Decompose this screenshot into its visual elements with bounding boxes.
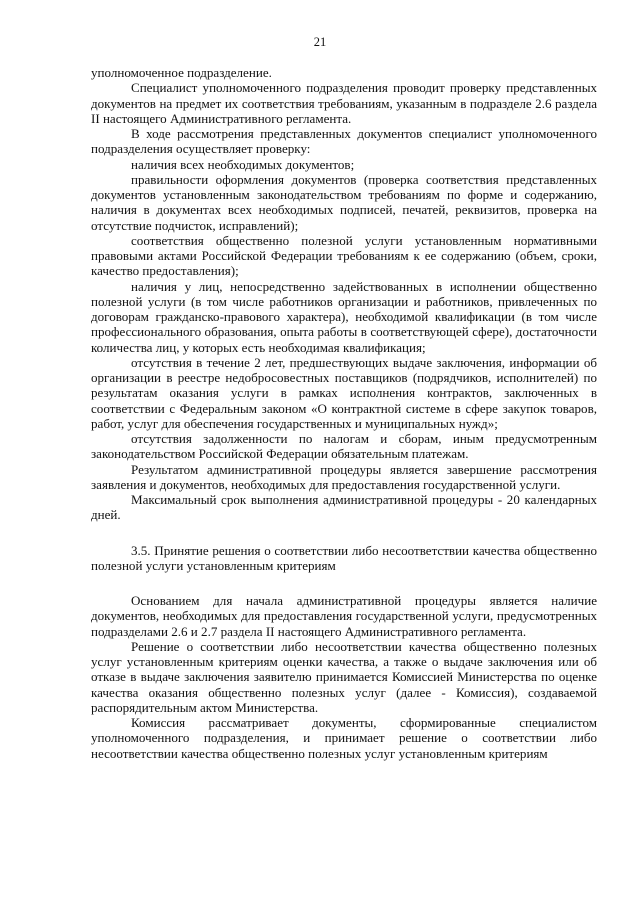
page-number: 21 [313,35,327,49]
paragraph: В ходе рассмотрения представленных документов специалист уполномоченного подразделения осуществляет проверку: [91,126,597,157]
section-heading: 3.5. Принятие решения о соответствии либо несоответствии качества общественно полезной услуги установленным критериям [91,542,597,573]
paragraph: отсутствия задолженности по налогам и сборам, иным предусмотренным законодательством Российской Федерации обязательным платежам. [91,431,597,462]
paragraph: Максимальный срок выполнения административной процедуры - 20 календарных дней. [91,492,597,523]
paragraph: Результатом административной процедуры является завершение рассмотрения заявления и документов, необходимых для предоставления государственной услуги. [91,461,597,492]
paragraph: наличия у лиц, непосредственно задействованных в исполнении общественно полезной услуги (в том числе работников организации и работников, привлеченных по договорам гражданско-правового характера), необходимой квалификации (в том числе профессионального образования, опыта работы в соответствующей сфере), достаточности количества лиц, у которых есть необходимая квалификация; [91,278,597,355]
paragraph: Комиссия рассматривает документы, сформированные специалистом уполномоченного подразделения, и принимает решение о соответствии либо несоответствии качества общественно полезных услуг установленным критериям [91,715,597,761]
paragraph: уполномоченное подразделение. [91,65,272,80]
paragraph: правильности оформления документов (проверка соответствия представленных документов установленным законодательством требованиям по форме и содержанию, наличия в документах всех необходимых подписей, печатей, реквизитов, проверка на отсутствие подчисток, исправлений); [91,171,597,233]
paragraph: Основанием для начала административной процедуры является наличие документов, необходимых для предоставления государственной услуги, предусмотренных подразделами 2.6 и 2.7 раздела II настоящего Административного регламента. [91,593,597,639]
paragraph: соответствия общественно полезной услуги установленным нормативными правовыми актами Российской Федерации требованиям к ее содержанию (объем, сроки, качество предоставления); [91,232,597,279]
paragraph: Решение о соответствии либо несоответствии качества общественно полезных услуг установленным критериям оценки качества, а также о выдаче заключения или об отказе в выдаче заключения заявителю принимается Комиссией Министерства по оценке качества оказания общественно полезных услуг (далее - Комиссия), создаваемой распорядительным актом Министерства. [91,638,597,715]
document-body [91,65,597,761]
paragraph: наличия всех необходимых документов; [131,156,355,172]
paragraph: отсутствия в течение 2 лет, предшествующих выдаче заключения, информации об организации в реестре недобросовестных поставщиков (подрядчиков, исполнителей) по результатам оказания услуги в рамках исполнения контрактов, заключенных в соответствии с Федеральным законом «О контрактной системе в сфере закупок товаров, работ, услуг для обеспечения государственных и муниципальных нужд»; [91,354,597,431]
paragraph: Специалист уполномоченного подразделения проводит проверку представленных документов на предмет их соответствия требованиям, указанным в подразделе 2.6 раздела II настоящего Административного регламента. [91,80,597,126]
